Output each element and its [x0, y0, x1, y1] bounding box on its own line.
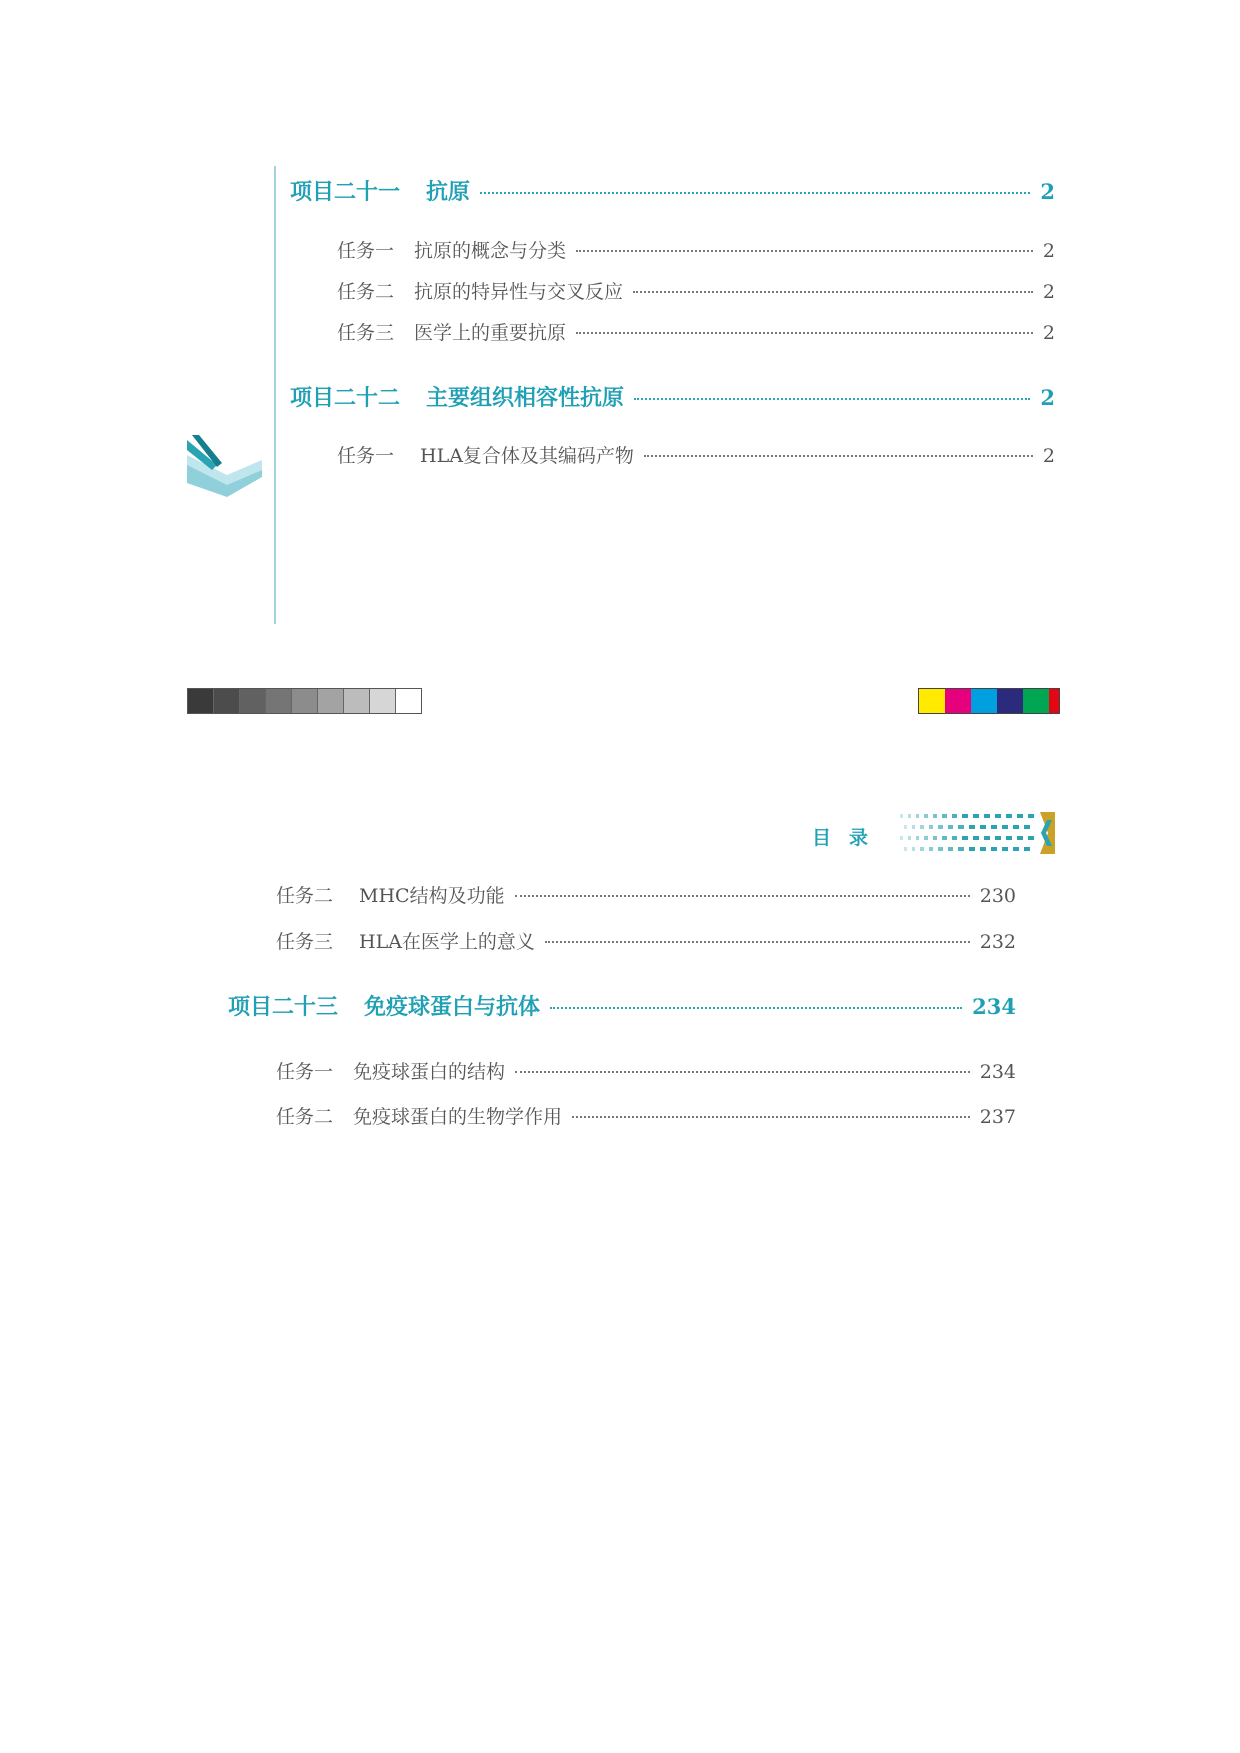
task-label: 任务一 [337, 240, 395, 262]
page-number: 234 [972, 994, 1016, 1019]
task-title: HLA复合体及其编码产物 [420, 445, 634, 467]
page-number: 232 [979, 931, 1016, 953]
gray-step [214, 689, 240, 713]
gray-step [344, 689, 370, 713]
leader-dots [515, 1071, 970, 1073]
page-number: 2 [1040, 385, 1055, 410]
color-patch [1049, 689, 1059, 713]
leader-dots [515, 895, 970, 897]
grayscale-calibration-strip [187, 688, 422, 714]
toc-task-entry[interactable] [337, 277, 1055, 304]
project-label: 项目二十一 [290, 179, 401, 205]
task-label: 任务二 [337, 281, 395, 303]
book-icon [187, 435, 267, 515]
leader-dots [545, 941, 970, 943]
project-title: 抗原 [426, 179, 471, 205]
task-label: 任务一 [337, 445, 395, 467]
toc-task-entry[interactable] [276, 927, 1016, 954]
leader-dots [480, 192, 1030, 194]
header-decoration [900, 812, 1055, 854]
task-label: 任务三 [276, 931, 334, 953]
color-patch [919, 689, 945, 713]
leader-dots [572, 1116, 970, 1118]
page-number: 2 [1042, 240, 1055, 262]
color-patch [1023, 689, 1049, 713]
toc-task-entry[interactable] [337, 236, 1055, 263]
gray-step [240, 689, 266, 713]
page-number: 2 [1042, 281, 1055, 303]
gray-step [396, 689, 421, 713]
toc-header: 目录 [812, 827, 887, 849]
toc-project-entry[interactable] [290, 381, 1055, 412]
page-number: 237 [979, 1106, 1016, 1128]
task-title: 免疫球蛋白的生物学作用 [353, 1106, 563, 1128]
page-number: 2 [1042, 322, 1055, 344]
task-title: 免疫球蛋白的结构 [353, 1061, 506, 1083]
leader-dots [634, 398, 1030, 400]
color-patch [945, 689, 971, 713]
leader-dots [644, 455, 1033, 457]
leader-dots [633, 291, 1033, 293]
page-number: 2 [1040, 179, 1055, 204]
margin-rule [274, 166, 276, 624]
project-label: 项目二十二 [290, 385, 401, 411]
toc-project-entry[interactable] [228, 990, 1016, 1021]
color-calibration-strip [918, 688, 1060, 714]
gray-step [188, 689, 214, 713]
task-title: 抗原的概念与分类 [414, 240, 567, 262]
toc-task-entry[interactable] [276, 881, 1016, 908]
color-patch [997, 689, 1023, 713]
leader-dots [576, 250, 1033, 252]
color-patch [971, 689, 997, 713]
gray-step [370, 689, 396, 713]
toc-task-entry[interactable] [337, 318, 1055, 345]
leader-dots [550, 1007, 962, 1009]
project-title: 免疫球蛋白与抗体 [364, 994, 541, 1020]
task-label: 任务二 [276, 885, 334, 907]
toc-task-entry[interactable] [276, 1057, 1016, 1084]
task-title: 抗原的特异性与交叉反应 [414, 281, 624, 303]
leader-dots [576, 332, 1033, 334]
page-number: 234 [979, 1061, 1016, 1083]
task-title: 医学上的重要抗原 [414, 322, 567, 344]
top-page-fragment [187, 150, 1055, 630]
gray-step [318, 689, 344, 713]
project-label: 项目二十三 [228, 994, 339, 1020]
toc-task-entry[interactable] [337, 441, 1055, 468]
task-label: 任务一 [276, 1061, 334, 1083]
gray-step [292, 689, 318, 713]
page-number: 230 [979, 885, 1016, 907]
task-title: HLA在医学上的意义 [359, 931, 535, 953]
task-label: 任务二 [276, 1106, 334, 1128]
gray-step [266, 689, 292, 713]
page-number: 2 [1042, 445, 1055, 467]
toc-project-entry[interactable] [290, 175, 1055, 206]
task-title: MHC结构及功能 [359, 885, 505, 907]
project-title: 主要组织相容性抗原 [426, 385, 625, 411]
task-label: 任务三 [337, 322, 395, 344]
toc-task-entry[interactable] [276, 1102, 1016, 1129]
